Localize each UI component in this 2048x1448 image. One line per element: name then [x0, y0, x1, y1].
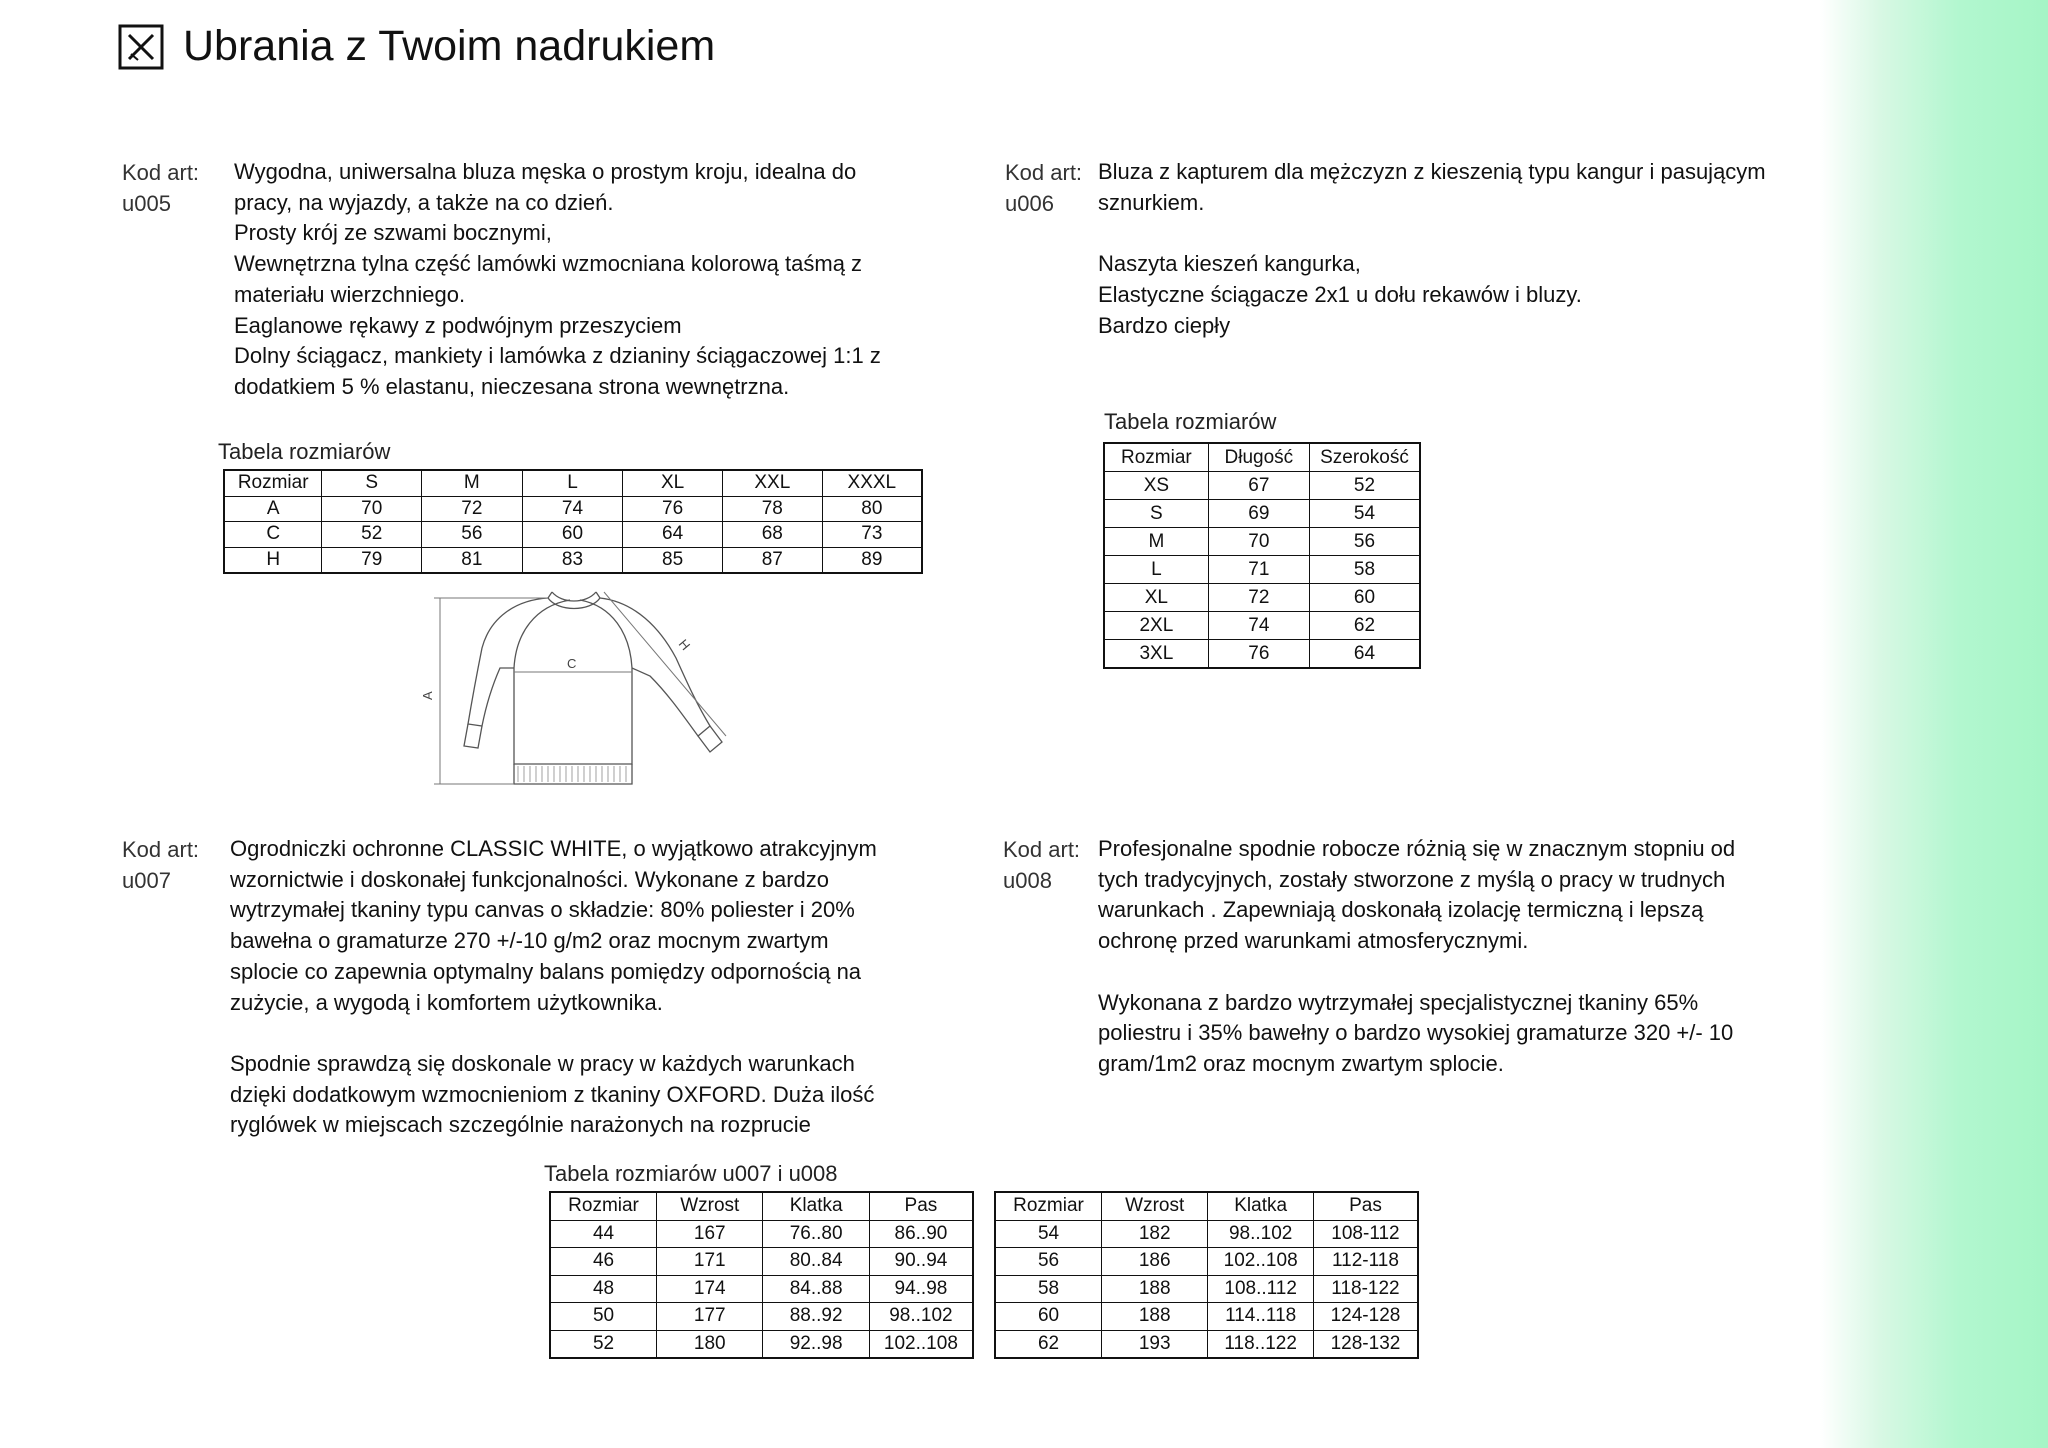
table-caption: Tabela rozmiarów [1104, 409, 1277, 434]
table-cell: 52 [322, 522, 422, 548]
table-cell: 52 [1309, 472, 1420, 500]
header-cell: XXL [722, 470, 822, 496]
crossed-box-icon [118, 24, 164, 70]
table-cell: 73 [822, 522, 922, 548]
table-cell: 69 [1208, 500, 1309, 528]
page-title: Ubrania z Twoim nadrukiem [183, 22, 716, 70]
table-row [1104, 472, 1420, 500]
table-cell: 52 [550, 1330, 657, 1358]
table-cell: 58 [1309, 556, 1420, 584]
product-code: u005 [122, 191, 171, 216]
header-cell: Długość [1208, 443, 1309, 472]
header-cell: Pas [869, 1192, 973, 1220]
table-row [1104, 612, 1420, 640]
table-row [550, 1248, 973, 1276]
size-table-u007-u008-left [549, 1191, 974, 1359]
description-line: dzięki dodatkowym wzmocnieniom z tkaniny OXFORD. Duża ilość [230, 1081, 875, 1107]
table-cell: 128-132 [1313, 1330, 1418, 1358]
table-cell: A [224, 496, 322, 522]
table-cell: 60 [1309, 584, 1420, 612]
header-cell: Szerokość [1309, 443, 1420, 472]
table-cell: 81 [422, 547, 523, 573]
table-cell: 78 [722, 496, 822, 522]
header-cell: Wzrost [657, 1192, 763, 1220]
table-cell: H [224, 547, 322, 573]
description-line: Ogrodniczki ochronne CLASSIC WHITE, o wyjątkowo atrakcyjnym [230, 836, 877, 861]
description-line: Wykonana z bardzo wytrzymałej specjalistycznej tkaniny 65% [1098, 989, 1699, 1015]
table-row [224, 547, 922, 573]
table-row [995, 1303, 1418, 1331]
description-line: Eaglanowe rękawy z podwójnym przeszyciem [234, 312, 682, 338]
product-description [1098, 157, 1766, 341]
header-cell: Klatka [763, 1192, 869, 1220]
header-cell: Klatka [1208, 1192, 1314, 1220]
table-cell: 48 [550, 1275, 657, 1303]
table-cell: 74 [1208, 612, 1309, 640]
table-cell: 67 [1208, 472, 1309, 500]
sweatshirt-measurement-diagram [420, 588, 750, 788]
table-header-row [1104, 443, 1420, 472]
table-cell: 86..90 [869, 1220, 973, 1248]
table-header-row [224, 470, 922, 496]
table-cell: 56 [995, 1248, 1102, 1276]
header-cell: Wzrost [1102, 1192, 1208, 1220]
table-cell: L [1104, 556, 1208, 584]
size-table-u006 [1103, 442, 1421, 669]
product-code: u007 [122, 868, 171, 893]
kod-label: Kod art: [1003, 837, 1081, 862]
description-line: bawełna o gramaturze 270 +/-10 g/m2 oraz mocnym zwartym [230, 928, 829, 954]
table-cell: 188 [1102, 1275, 1208, 1303]
table-cell: 58 [995, 1275, 1102, 1303]
header-cell: Rozmiar [550, 1192, 657, 1220]
description-line [230, 1018, 877, 1049]
description-line: pracy, na wyjazdy, a także na co dzień. [234, 189, 614, 215]
table-cell: 92..98 [763, 1330, 869, 1358]
table-cell: 68 [722, 522, 822, 548]
header-cell: XL [623, 470, 723, 496]
table-cell: 62 [1309, 612, 1420, 640]
table-cell: 108..112 [1208, 1275, 1314, 1303]
table-cell: XS [1104, 472, 1208, 500]
description-line: Elastyczne ściągacze 2x1 u dołu rekawów i bluzy. [1098, 281, 1582, 307]
table-cell: 80 [822, 496, 922, 522]
table-cell: 71 [1208, 556, 1309, 584]
table-row [995, 1220, 1418, 1248]
header-cell: Rozmiar [995, 1192, 1102, 1220]
kod-label: Kod art: [122, 160, 200, 185]
table-cell: 70 [1208, 528, 1309, 556]
description-line: Bardzo ciepły [1098, 312, 1231, 338]
table-row [550, 1275, 973, 1303]
table-row [1104, 528, 1420, 556]
table-cell: 188 [1102, 1303, 1208, 1331]
table-cell: 87 [722, 547, 822, 573]
table-caption: Tabela rozmiarów u007 i u008 [544, 1161, 838, 1186]
table-row [224, 496, 922, 522]
header-cell: Pas [1313, 1192, 1418, 1220]
table-row [550, 1303, 973, 1331]
table-row [995, 1248, 1418, 1276]
table-row [1104, 640, 1420, 669]
header-cell: S [322, 470, 422, 496]
table-row [1104, 584, 1420, 612]
kod-label: Kod art: [1005, 160, 1083, 185]
table-cell: 54 [1309, 500, 1420, 528]
product-code: u008 [1003, 868, 1052, 893]
table-cell: 112-118 [1313, 1248, 1418, 1276]
table-cell: 60 [995, 1303, 1102, 1331]
table-cell: 3XL [1104, 640, 1208, 669]
table-caption: Tabela rozmiarów [218, 439, 391, 464]
header-cell: Rozmiar [1104, 443, 1208, 472]
description-line: Bluza z kapturem dla mężczyzn z kieszenią typu kangur i pasującym [1098, 159, 1766, 184]
description-line: zużycie, a wygodą i komfortem użytkownika. [230, 989, 663, 1015]
table-cell: 64 [1309, 640, 1420, 669]
table-cell: 94..98 [869, 1275, 973, 1303]
table-cell: 84..88 [763, 1275, 869, 1303]
diagram-label-c: C [567, 656, 577, 671]
header-cell: L [522, 470, 623, 496]
description-line: ochronę przed warunkami atmosferycznymi. [1098, 928, 1529, 954]
description-line: Wygodna, uniwersalna bluza męska o prostym kroju, idealna do [234, 159, 857, 184]
table-cell: 102..108 [1208, 1248, 1314, 1276]
table-cell: 76 [1208, 640, 1309, 669]
description-line: gram/1m2 oraz mocnym zwartym splocie. [1098, 1050, 1504, 1076]
table-cell: 88..92 [763, 1303, 869, 1331]
table-header-row [550, 1192, 973, 1220]
description-line: warunkach . Zapewniają doskonałą izolację termiczną i lepszą [1098, 897, 1704, 923]
description-line: wytrzymałej tkaniny typu canvas o składzie: 80% poliester i 20% [230, 897, 855, 923]
table-cell: 89 [822, 547, 922, 573]
description-line: Profesjonalne spodnie robocze różnią się w znacznym stopniu od [1098, 836, 1736, 861]
table-row [1104, 556, 1420, 584]
description-line [1098, 957, 1735, 988]
table-cell: 44 [550, 1220, 657, 1248]
table-cell: C [224, 522, 322, 548]
diagram-label-h: H [675, 636, 694, 654]
table-row [224, 522, 922, 548]
table-cell: 62 [995, 1330, 1102, 1358]
table-cell: 171 [657, 1248, 763, 1276]
table-cell: 193 [1102, 1330, 1208, 1358]
description-line: Prosty krój ze szwami bocznymi, [234, 220, 552, 246]
description-line: materiału wierzchniego. [234, 281, 466, 307]
description-line [1098, 218, 1766, 249]
description-line: Spodnie sprawdzą się doskonale w pracy w każdych warunkach [230, 1050, 855, 1076]
table-cell: 72 [1208, 584, 1309, 612]
table-cell: 167 [657, 1220, 763, 1248]
product-code-block [1003, 834, 1080, 896]
table-cell: 114..118 [1208, 1303, 1314, 1331]
table-header-row [995, 1192, 1418, 1220]
table-cell: 124-128 [1313, 1303, 1418, 1331]
table-cell: 85 [623, 547, 723, 573]
diagram-label-a: A [420, 691, 435, 700]
table-cell: XL [1104, 584, 1208, 612]
header-cell: M [422, 470, 523, 496]
description-line: dodatkiem 5 % elastanu, nieczesana strona wewnętrzna. [234, 373, 790, 399]
table-row [995, 1330, 1418, 1358]
table-row [550, 1220, 973, 1248]
table-cell: 118..122 [1208, 1330, 1314, 1358]
description-line: Dolny ściągacz, mankiety i lamówka z dzianiny ściągaczowej 1:1 z [234, 343, 881, 369]
table-cell: 180 [657, 1330, 763, 1358]
table-row [1104, 500, 1420, 528]
product-code: u006 [1005, 191, 1054, 216]
description-line: tych tradycyjnych, zostały stworzone z myślą o pracy w trudnych [1098, 866, 1726, 892]
table-cell: 56 [422, 522, 523, 548]
table-cell: 182 [1102, 1220, 1208, 1248]
table-cell: 70 [322, 496, 422, 522]
table-cell: 60 [522, 522, 623, 548]
table-cell: S [1104, 500, 1208, 528]
table-cell: M [1104, 528, 1208, 556]
table-cell: 98..102 [869, 1303, 973, 1331]
table-cell: 76 [623, 496, 723, 522]
table-cell: 98..102 [1208, 1220, 1314, 1248]
table-cell: 108-112 [1313, 1220, 1418, 1248]
header-cell: XXXL [822, 470, 922, 496]
table-cell: 74 [522, 496, 623, 522]
description-line: Wewnętrzna tylna część lamówki wzmocniana kolorową taśmą z [234, 251, 863, 277]
product-code-block [1005, 157, 1082, 219]
description-line: wzornictwie i doskonałej funkcjonalności. Wykonane z bardzo [230, 866, 829, 892]
table-cell: 56 [1309, 528, 1420, 556]
table-cell: 177 [657, 1303, 763, 1331]
header-cell: Rozmiar [224, 470, 322, 496]
table-cell: 2XL [1104, 612, 1208, 640]
table-cell: 186 [1102, 1248, 1208, 1276]
product-description [230, 834, 877, 1141]
table-cell: 102..108 [869, 1330, 973, 1358]
table-cell: 54 [995, 1220, 1102, 1248]
table-row [995, 1275, 1418, 1303]
description-line: poliestru i 35% bawełny o bardzo wysokiej gramaturze 320 +/- 10 [1098, 1020, 1734, 1046]
kod-label: Kod art: [122, 837, 200, 862]
size-table-u007-u008-right [994, 1191, 1419, 1359]
product-code-block [122, 834, 199, 896]
table-cell: 174 [657, 1275, 763, 1303]
size-table-u005 [223, 469, 923, 574]
product-description [234, 157, 881, 403]
table-cell: 50 [550, 1303, 657, 1331]
table-cell: 76..80 [763, 1220, 869, 1248]
table-cell: 46 [550, 1248, 657, 1276]
table-cell: 80..84 [763, 1248, 869, 1276]
description-line: sznurkiem. [1098, 189, 1205, 215]
product-code-block [122, 157, 199, 219]
table-cell: 90..94 [869, 1248, 973, 1276]
description-line: splocie co zapewnia optymalny balans pomiędzy odpornością na [230, 958, 862, 984]
table-cell: 79 [322, 547, 422, 573]
description-line: Naszyta kieszeń kangurka, [1098, 251, 1361, 277]
description-line: ryglówek w miejscach szczególnie narażonych na rozprucie [230, 1112, 811, 1138]
table-cell: 72 [422, 496, 523, 522]
table-cell: 83 [522, 547, 623, 573]
product-description [1098, 834, 1735, 1080]
table-cell: 118-122 [1313, 1275, 1418, 1303]
table-row [550, 1330, 973, 1358]
table-cell: 64 [623, 522, 723, 548]
